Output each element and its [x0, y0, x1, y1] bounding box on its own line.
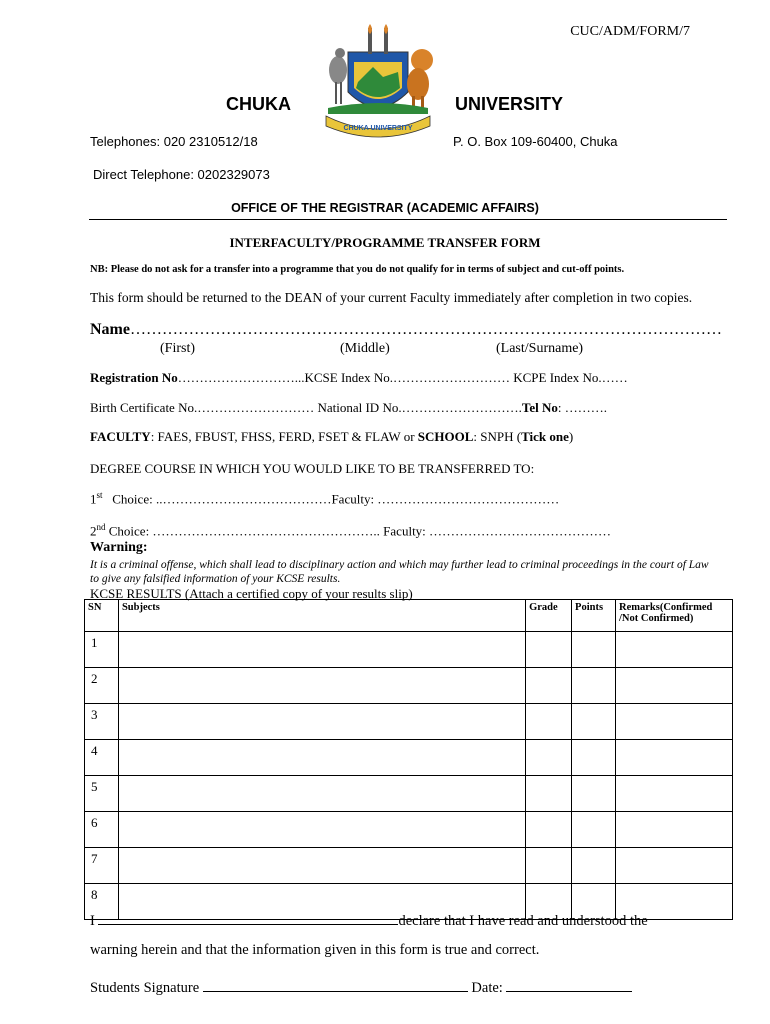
- subject-cell[interactable]: [118, 704, 525, 740]
- university-name-left: CHUKA: [226, 94, 291, 114]
- points-cell[interactable]: [572, 740, 616, 776]
- second-choice-suffix: nd: [96, 522, 106, 532]
- grade-cell[interactable]: [526, 704, 572, 740]
- faculty-line: [90, 429, 573, 445]
- declaration-i: I: [90, 913, 95, 929]
- points-cell[interactable]: [572, 668, 616, 704]
- form-title: INTERFACULTY/PROGRAMME TRANSFER FORM: [229, 235, 541, 250]
- national-id-label: National ID No.: [317, 400, 402, 415]
- tel-field[interactable]: : ……….: [557, 400, 607, 415]
- national-id-field[interactable]: ……………………….: [401, 400, 522, 415]
- kcpe-index-field[interactable]: ……: [601, 370, 628, 385]
- column-header-subjects: Subjects: [118, 600, 525, 632]
- table-row: [85, 776, 733, 812]
- second-choice-line[interactable]: [90, 522, 611, 539]
- tick-one-label: Tick one: [521, 429, 569, 444]
- grade-cell[interactable]: [526, 776, 572, 812]
- form-code: CUC/ADM/FORM/7: [570, 24, 690, 39]
- points-cell[interactable]: [572, 848, 616, 884]
- date-label: Date:: [471, 980, 503, 996]
- registration-line: [90, 370, 628, 386]
- remarks-cell[interactable]: [616, 740, 733, 776]
- name-first-caption: (First): [160, 341, 195, 356]
- points-cell[interactable]: [572, 632, 616, 668]
- tick-close: ): [568, 429, 574, 444]
- subject-cell[interactable]: [118, 776, 525, 812]
- direct-telephone: Direct Telephone: 0202329073: [93, 167, 270, 182]
- subject-cell[interactable]: [118, 668, 525, 704]
- tel-label: Tel No: [521, 400, 558, 415]
- column-header-points: Points: [572, 600, 616, 632]
- signature-label: Students Signature: [90, 980, 200, 996]
- name-last-caption: (Last/Surname): [496, 341, 584, 356]
- table-row: [85, 704, 733, 740]
- subject-cell[interactable]: [118, 632, 525, 668]
- remarks-cell[interactable]: [616, 632, 733, 668]
- grade-cell[interactable]: [526, 668, 572, 704]
- row-number: 7: [85, 848, 119, 884]
- points-cell[interactable]: [572, 812, 616, 848]
- signature-line: [90, 977, 632, 997]
- row-number: 8: [85, 884, 119, 920]
- column-header-grade: Grade: [526, 600, 572, 632]
- registration-label: Registration No: [90, 370, 178, 385]
- grade-cell[interactable]: [526, 812, 572, 848]
- points-cell[interactable]: [572, 704, 616, 740]
- row-number: 1: [85, 632, 119, 668]
- kcse-index-label: KCSE Index No.: [304, 370, 393, 385]
- points-cell[interactable]: [572, 776, 616, 812]
- second-choice-field[interactable]: Choice: …………………………………………….. Faculty: ……………………………………: [108, 523, 612, 539]
- table-row: [85, 632, 733, 668]
- warning-text: It is a criminal offense, which shall lead to disciplinary action and which may further lead to criminal proceedings in the court of Law to give any falsified information of your KCSE results.: [90, 559, 709, 585]
- declaration-line-1: [90, 910, 648, 930]
- office-heading: OFFICE OF THE REGISTRAR (ACADEMIC AFFAIRS): [231, 201, 539, 215]
- remarks-cell[interactable]: [616, 704, 733, 740]
- table-row: [85, 740, 733, 776]
- remarks-cell[interactable]: [616, 776, 733, 812]
- row-number: 6: [85, 812, 119, 848]
- subject-cell[interactable]: [118, 740, 525, 776]
- registration-field[interactable]: ………………………...: [177, 370, 305, 385]
- birth-certificate-label: Birth Certificate No.: [90, 400, 198, 415]
- declaration-text: declare that I have read and understood the: [398, 913, 648, 929]
- row-number: 2: [85, 668, 119, 704]
- school-label: SCHOOL: [417, 429, 474, 444]
- grade-cell[interactable]: [526, 632, 572, 668]
- faculty-list: : FAES, FBUST, FHSS, FERD, FSET & FLAW or: [150, 429, 418, 444]
- subject-cell[interactable]: [118, 848, 525, 884]
- school-list: : SNPH (: [473, 429, 522, 444]
- declarant-name-field[interactable]: [98, 910, 398, 925]
- signature-field[interactable]: [203, 977, 468, 992]
- university-name-right: UNIVERSITY: [455, 94, 564, 114]
- id-line: [90, 400, 607, 416]
- table-row: [85, 848, 733, 884]
- first-choice-field[interactable]: Choice: ..…………………………………Faculty: ……………………………………: [112, 491, 560, 507]
- instruction-text: This form should be returned to the DEAN of your current Faculty immediately after completion in two copies.: [90, 290, 693, 305]
- date-field[interactable]: [506, 977, 632, 992]
- remarks-cell[interactable]: [616, 812, 733, 848]
- first-choice-suffix: st: [96, 490, 103, 500]
- kcpe-index-label: KCPE Index No.: [513, 370, 602, 385]
- po-box: P. O. Box 109-60400, Chuka: [453, 134, 618, 149]
- kcse-index-field[interactable]: ………………………: [392, 370, 510, 385]
- table-header-row: [85, 600, 733, 632]
- nb-note: NB: Please do not ask for a transfer into a programme that you do not qualify for in terms of subject and cut-off points.: [90, 264, 625, 275]
- university-logo: [318, 22, 438, 140]
- kcse-results-table: [84, 599, 733, 920]
- row-number: 5: [85, 776, 119, 812]
- row-number: 4: [85, 740, 119, 776]
- column-header-sn: SN: [85, 600, 119, 632]
- faculty-label: FACULTY: [90, 429, 151, 444]
- table-row: [85, 668, 733, 704]
- name-label: Name: [90, 321, 130, 338]
- degree-course-heading: DEGREE COURSE IN WHICH YOU WOULD LIKE TO BE TRANSFERRED TO:: [90, 461, 535, 476]
- subject-cell[interactable]: [118, 812, 525, 848]
- second-choice-number: 2: [90, 523, 97, 539]
- grade-cell[interactable]: [526, 740, 572, 776]
- remarks-cell[interactable]: [616, 848, 733, 884]
- name-middle-caption: (Middle): [340, 341, 390, 356]
- name-field[interactable]: …………………………………………………………………………………………………: [130, 321, 722, 338]
- declaration-line-2: warning herein and that the information given in this form is true and correct.: [90, 942, 540, 958]
- grade-cell[interactable]: [526, 848, 572, 884]
- header-divider: [89, 219, 727, 220]
- first-choice-line[interactable]: [90, 490, 559, 507]
- column-header-remarks: Remarks(Confirmed /Not Confirmed): [616, 600, 733, 632]
- telephones: Telephones: 020 2310512/18: [90, 134, 258, 149]
- warning-heading: Warning:: [90, 540, 148, 555]
- birth-certificate-field[interactable]: ………………………: [197, 400, 318, 415]
- first-choice-number: 1: [90, 491, 97, 507]
- remarks-cell[interactable]: [616, 668, 733, 704]
- table-row: [85, 812, 733, 848]
- row-number: 3: [85, 704, 119, 740]
- kcse-results-heading: KCSE RESULTS (Attach a certified copy of your results slip): [90, 586, 413, 601]
- logo-ribbon-text: CHUKA UNIVERSITY: [343, 125, 413, 132]
